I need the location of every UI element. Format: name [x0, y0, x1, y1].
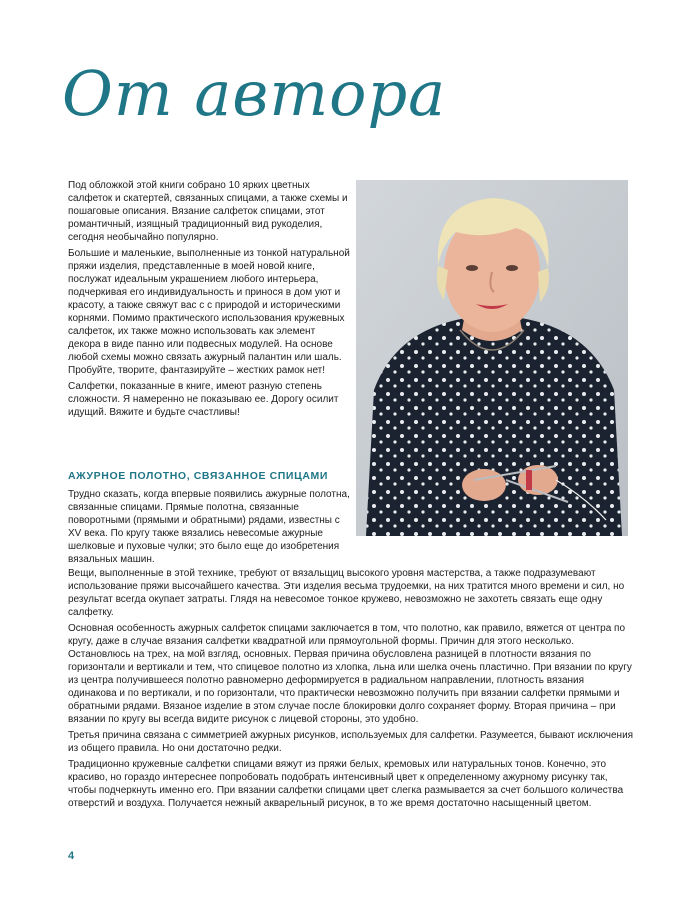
- section-narrow-text: [68, 488, 350, 569]
- section-paragraph-1: Основная особенность ажурных салфеток спицами заключается в том, что полотно, как правило, вяжется от центра по кругу, даже в случае вязания салфетки квадратной или прямоугольной формы. Причин для этого несколько. Остановлюсь на трех, на мой взгляд, основных. Первая причина обусловлена разницей в плотности вязания по горизонтали и вертикали и тем, что спицевое полотно из хлопка, льна или шелка очень пластично. При вязании по кругу из центра получившееся полотно равномерно деформируется в радиальном направлении, плотность вязания одинакова и по вертикали, и по горизонтали, что практически невозможно получить при вязании салфетки прямыми и обратными рядами. Вязаное изделие в этом случае после блокировки долго сохраняет форму. Вторая причина – при вязании по кругу вы всегда видите рисунок с лицевой стороны, это удобно.: [68, 623, 632, 725]
- section-paragraph-narrow: Трудно сказать, когда впервые появились ажурные полотна, связанные спицами. Прямые полотна, связанные поворотными (прямыми и обратными) рядами, известны с XV века. По кругу также вязались невесомые ажурные шелковые и пуховые чулки; это было еще до изобретения вязальных машин.: [68, 489, 350, 565]
- section-heading: АЖУРНОЕ ПОЛОТНО, СВЯЗАННОЕ СПИЦАМИ: [68, 470, 329, 482]
- intro-paragraph-2: Большие и маленькие, выполненные из тонкой натуральной пряжи изделия, представленные в моей новой книге, послужат идеальным украшением любого интерьера, подчеркивая его индивидуальность и принося в дом уют и красоту, а также свяжут вас с с природой и историческими корнями. Помимо практического использования кружевных салфеток, их также можно использовать как элемент декора в виде панно или подвесных модулей. На основе любой схемы можно связать ажурный палантин или шаль. Пробуйте, творите, фантазируйте – жестких рамок нет!: [68, 248, 350, 376]
- intro-paragraph-1: Под обложкой этой книги собрано 10 ярких цветных салфеток и скатертей, связанных спицами, а также схемы и пошаговые описания. Вязание салфеток спицами, этот романтичный, изящный традиционный вид рукоделия, сегодня необычайно популярно.: [68, 180, 348, 243]
- page-title: От автора: [62, 57, 447, 130]
- section-paragraph-continuation: Вещи, выполненные в этой технике, требуют от вязальщиц высокого уровня мастерства, а также подразумевают использование пряжи высочайшего качества. Эти изделия весьма трудоемки, на них тратится много времени и сил, но результат всегда окупает затраты. Глядя на невесомое тонкое кружево, невозможно не захотеть связать еще одну салфетку.: [68, 568, 625, 618]
- intro-text: [68, 179, 350, 422]
- section-paragraph-2: Третья причина связана с симметрией ажурных рисунков, используемых для салфетки. Разумеется, бывают исключения из общего правила. Но они достаточно редки.: [68, 730, 634, 754]
- section-full-text: [68, 567, 634, 813]
- page-number: 4: [68, 850, 75, 862]
- intro-paragraph-3: Салфетки, показанные в книге, имеют разную степень сложности. Я намеренно не показываю ее. Дорогу осилит идущий. Вяжите и будьте счастливы!: [68, 381, 339, 418]
- section-paragraph-3: Традиционно кружевные салфетки спицами вяжут из пряжи белых, кремовых или натуральных тонов. Конечно, это красиво, но гораздо интереснее попробовать подобрать интенсивный цвет к определенному ажурному рисунку так, чтобы подчеркнуть именно его. При вязании салфетки спицами цвет слегка размывается за счет большого количества отверстий и воздуха. Получается нежный акварельный рисунок, в то же время достаточно насыщенный цветом.: [68, 759, 624, 809]
- author-photo: [356, 180, 628, 536]
